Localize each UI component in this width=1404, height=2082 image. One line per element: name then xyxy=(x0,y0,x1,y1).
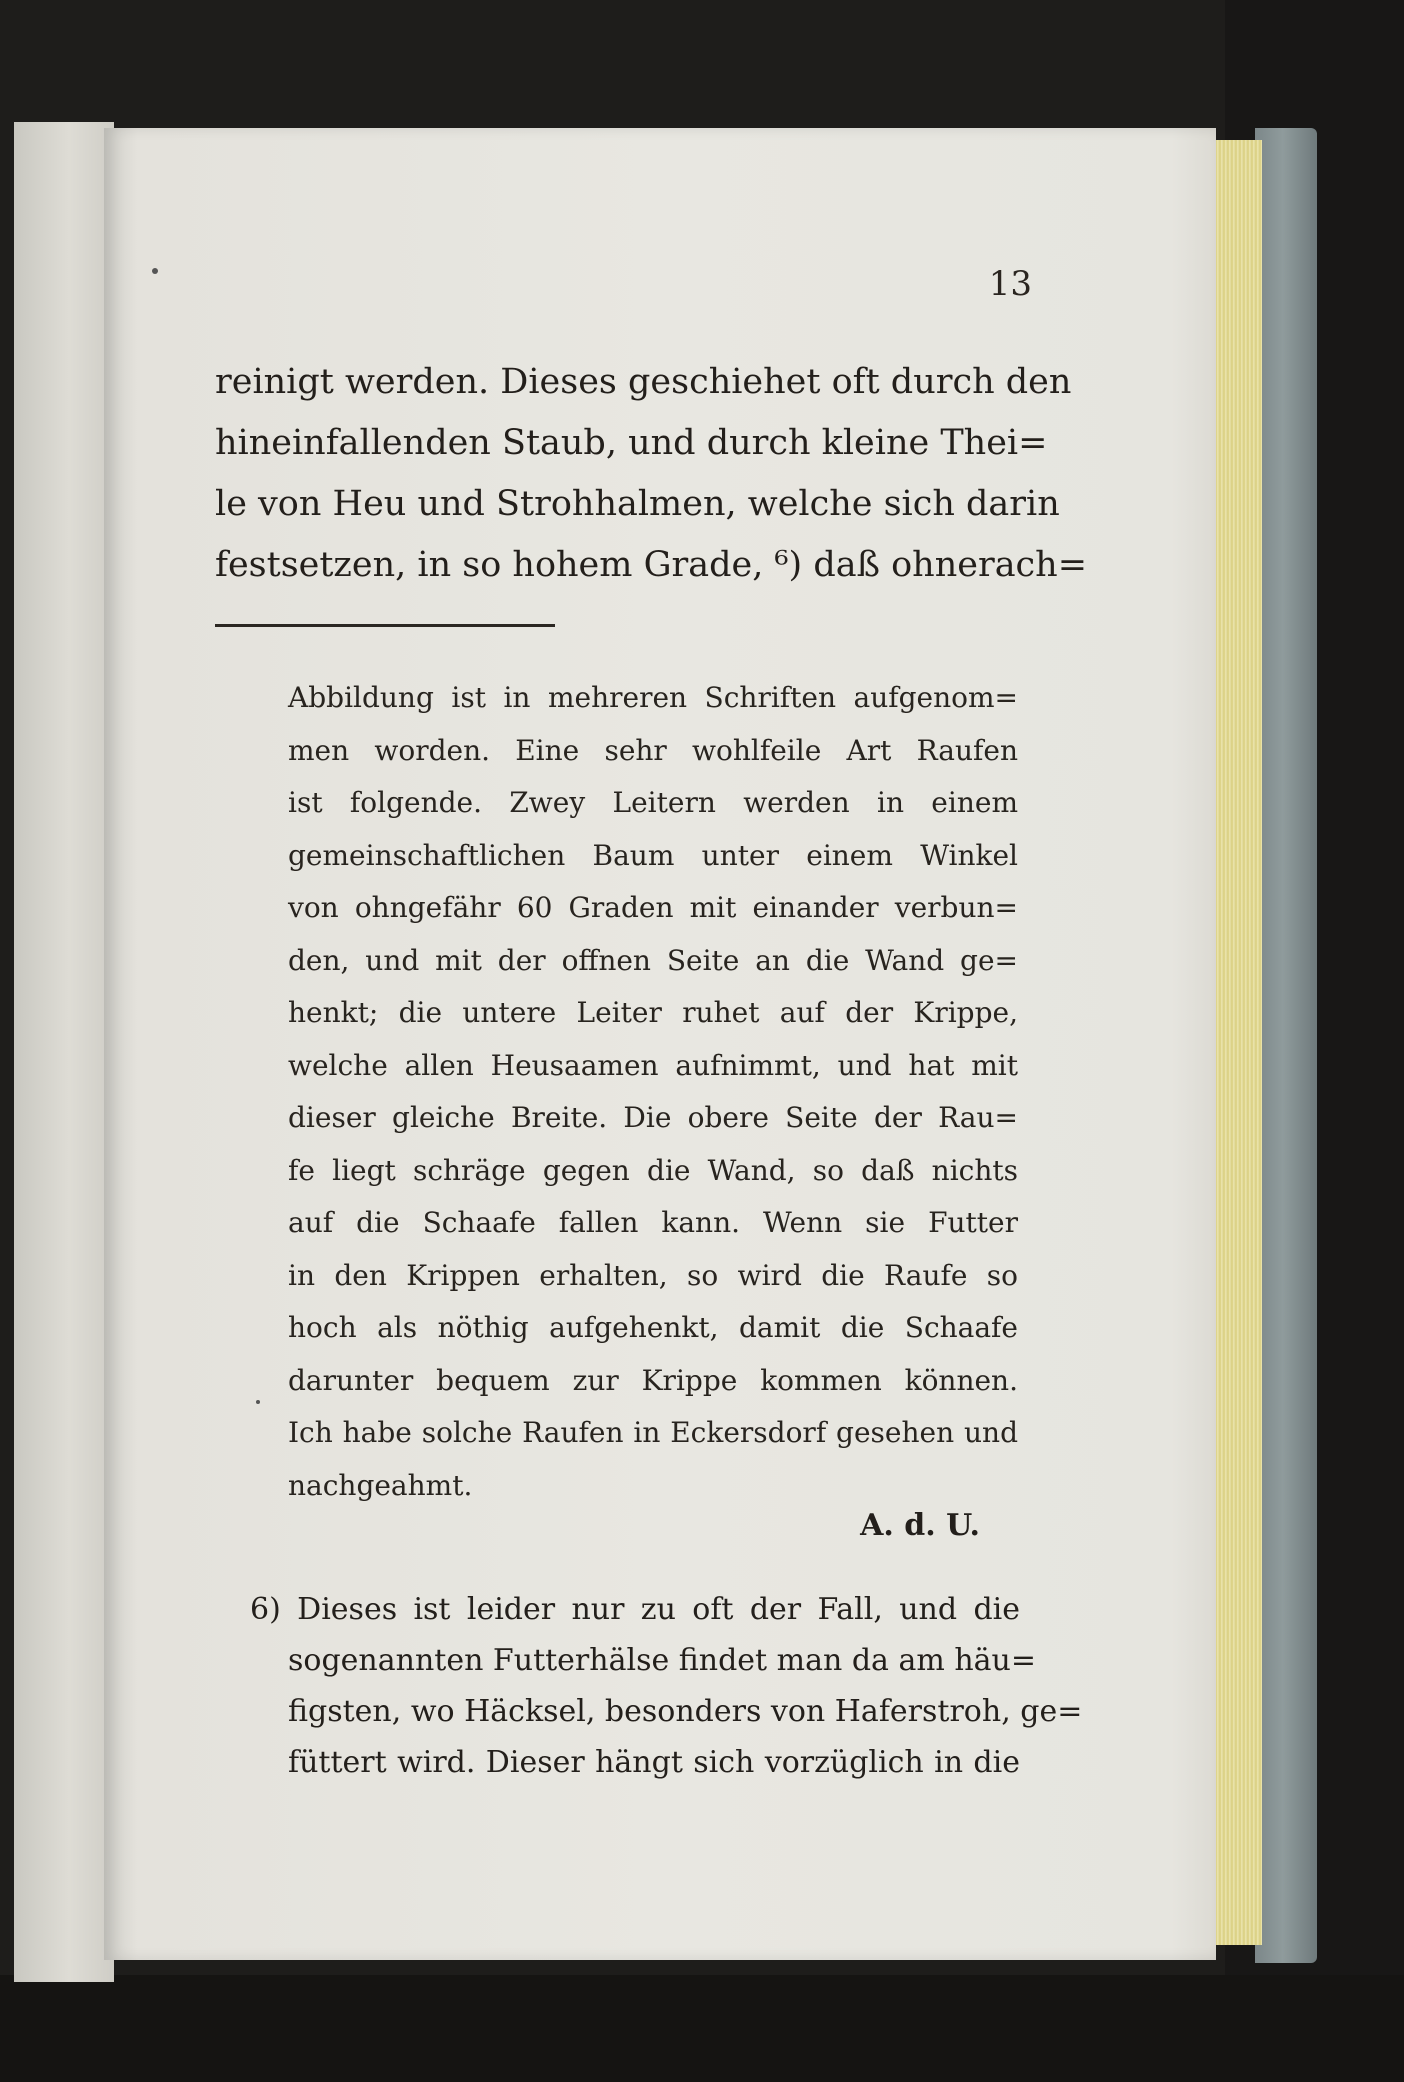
main-text-block xyxy=(215,352,1088,596)
footnote-line: hoch als nöthig aufgehenkt, damit die Schaafe xyxy=(288,1311,1018,1344)
footnote-line: men worden. Eine sehr wohlfeile Art Raufen xyxy=(288,733,1018,767)
page-number: 13 xyxy=(988,264,1032,304)
footnote-line: dieser gleiche Breite. Die obere Seite der Rau= xyxy=(288,1101,1018,1134)
footnote-6-line: figsten, wo Häcksel, besonders von Haferstroh, ge= xyxy=(288,1694,1083,1729)
footnote-signature: A. d. U. xyxy=(860,1508,980,1543)
main-text-line: le von Heu und Strohhalmen, welche sich darin xyxy=(215,484,1060,524)
footnote-line: Abbildung ist in mehreren Schriften aufgenom= xyxy=(288,681,1018,714)
footnote-line: von ohngefähr 60 Graden mit einander verbun= xyxy=(288,891,1018,924)
left-page-gutter xyxy=(14,122,114,1982)
book-page-edges xyxy=(1212,140,1262,1945)
footnote-line: henkt; die untere Leiter ruhet auf der Krippe, xyxy=(288,996,1018,1029)
footnote-line: ist folgende. Zwey Leitern werden in einem xyxy=(288,786,1018,819)
footnote-line: welche allen Heusaamen aufnimmt, und hat mit xyxy=(288,1048,1018,1082)
book-cover-edge xyxy=(1255,128,1317,1963)
footnote-line: auf die Schaafe fallen kann. Wenn sie Futter xyxy=(288,1206,1018,1239)
footnote-continuation xyxy=(288,672,1018,1512)
footnote-line: gemeinschaftlichen Baum unter einem Winkel xyxy=(288,838,1018,872)
scan-background-bottom xyxy=(0,1975,1404,2082)
footnote-line: nachgeahmt. xyxy=(288,1468,473,1502)
footnote-6-line: 6) Dieses ist leider nur zu oft der Fall, und die xyxy=(250,1592,1020,1627)
footnote-6 xyxy=(250,1584,1083,1788)
footnote-line: in den Krippen erhalten, so wird die Raufe so xyxy=(288,1258,1018,1292)
footnote-line: Ich habe solche Raufen in Eckersdorf gesehen und xyxy=(288,1416,1018,1449)
paper-speck xyxy=(256,1400,260,1404)
footnote-divider xyxy=(215,624,555,627)
footnote-line: den, und mit der offnen Seite an die Wand ge= xyxy=(288,943,1018,977)
footnote-6-line: sogenannten Futterhälse findet man da am häu= xyxy=(288,1643,1036,1678)
main-text-line: reinigt werden. Dieses geschiehet oft durch den xyxy=(215,362,1072,402)
footnote-line: fe liegt schräge gegen die Wand, so daß nichts xyxy=(288,1153,1018,1187)
footnote-6-line: füttert wird. Dieser hängt sich vorzüglich in die xyxy=(288,1745,1020,1780)
main-text-line: hineinfallenden Staub, und durch kleine Thei= xyxy=(215,423,1048,463)
footnote-line: darunter bequem zur Krippe kommen können. xyxy=(288,1363,1018,1397)
main-text-line: festsetzen, in so hohem Grade, ⁶) daß ohnerach= xyxy=(215,545,1088,585)
paper-speck xyxy=(152,268,158,274)
